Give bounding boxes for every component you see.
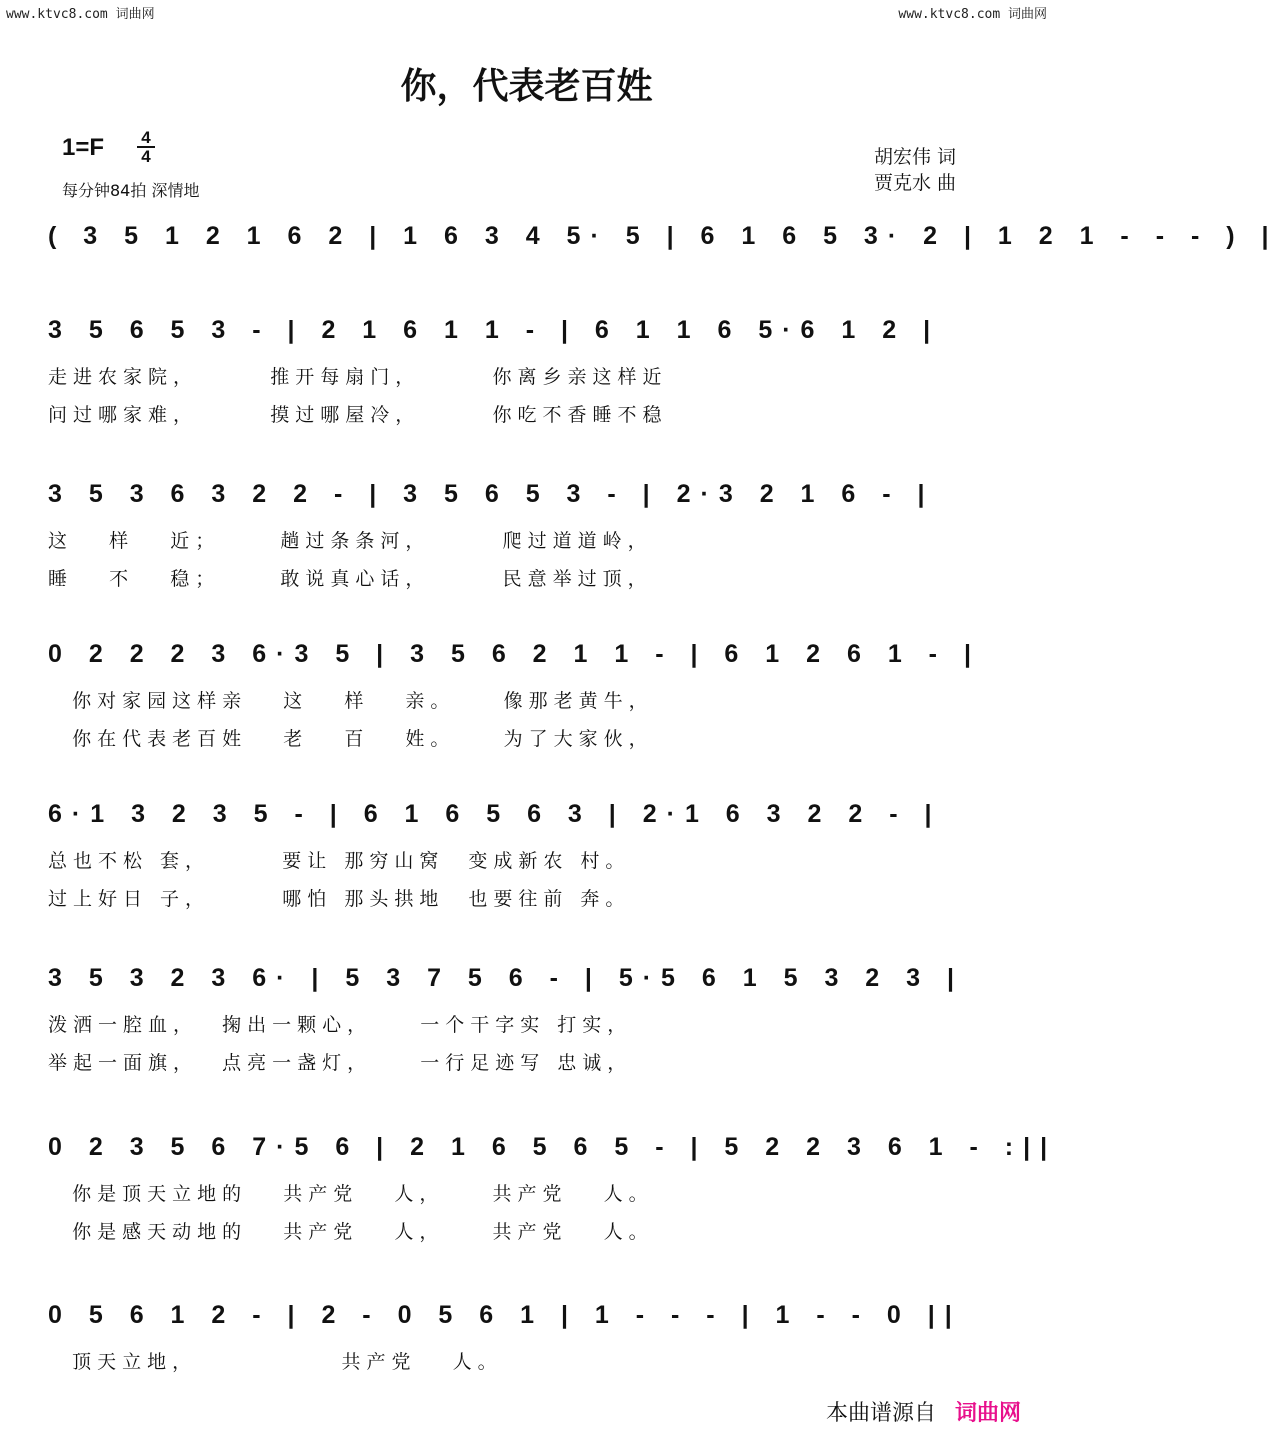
- time-signature-top: 4: [141, 128, 151, 147]
- key-signature: 1=F: [62, 134, 105, 161]
- lyric-line: 走进农家院， 推开每扇门， 你离乡亲这样近: [48, 366, 668, 388]
- lyric-line: 这 样 近； 趟过条条河， 爬过道道岭，: [48, 530, 653, 552]
- watermark-left: www.ktvc8.com 词曲网: [6, 7, 155, 22]
- lyric-line: 你是顶天立地的 共产党 人， 共产党 人。: [48, 1183, 654, 1205]
- source-label: 本曲谱源自: [825, 1401, 936, 1426]
- notation-line: 0 5 6 1 2 - | 2 - 0 5 6 1 | 1 - - - | 1 - - 0 ||: [48, 1301, 962, 1329]
- notation-line: 0 2 3 5 6 7·5 6 | 2 1 6 5 6 5 - | 5 2 2 3 6 1 - :||: [48, 1133, 1058, 1161]
- lyric-line: 举起一面旗， 点亮一盏灯， 一行足迹写 忠诚，: [48, 1052, 633, 1074]
- notation-line: 3 5 3 2 3 6· | 5 3 7 5 6 - | 5·5 6 1 5 3 2 3 |: [48, 964, 964, 992]
- notation-line: 6·1 3 2 3 5 - | 6 1 6 5 6 3 | 2·1 6 3 2 2 - |: [48, 800, 942, 828]
- source-footer: [826, 1396, 1021, 1427]
- lyricist-credit: 胡宏伟 词: [874, 146, 957, 168]
- time-signature: [135, 129, 157, 165]
- notation-line: ( 3 5 1 2 1 6 2 | 1 6 3 4 5· 5 | 6 1 6 5 3· 2 | 1 2 1 - - - ) |: [48, 222, 1279, 250]
- lyric-line: 你是感天动地的 共产党 人， 共产党 人。: [48, 1221, 654, 1243]
- lyric-line: 过上好日 子， 哪怕 那头拱地 也要往前 奔。: [48, 888, 631, 910]
- lyric-line: 你对家园这样亲 这 样 亲。 像那老黄牛，: [48, 690, 654, 712]
- lyric-line: 你在代表老百姓 老 百 姓。 为了大家伙，: [48, 728, 654, 750]
- song-title: 你，代表老百姓: [400, 65, 653, 107]
- watermark-right: www.ktvc8.com 词曲网: [898, 7, 1047, 22]
- tempo-marking: 每分钟84拍 深情地: [62, 181, 200, 200]
- lyric-line: 问过哪家难， 摸过哪屋冷， 你吃不香睡不稳: [48, 404, 668, 426]
- lyric-line: 泼洒一腔血， 掬出一颗心， 一个干字实 打实，: [48, 1014, 633, 1036]
- lyric-line: 总也不松 套， 要让 那穷山窝 变成新农 村。: [48, 850, 631, 872]
- time-signature-bottom: 4: [141, 147, 151, 166]
- notation-line: 3 5 3 6 3 2 2 - | 3 5 6 5 3 - | 2·3 2 1 6 - |: [48, 480, 935, 508]
- notation-line: 3 5 6 5 3 - | 2 1 6 1 1 - | 6 1 1 6 5·6 1 2 |: [48, 316, 941, 344]
- lyric-line: 睡 不 稳； 敢说真心话， 民意举过顶，: [48, 568, 653, 590]
- lyric-line: 顶天立地， 共产党 人。: [48, 1351, 503, 1373]
- source-site-link[interactable]: 词曲网: [954, 1401, 1021, 1426]
- composer-credit: 贾克水 曲: [874, 172, 957, 194]
- notation-line: 0 2 2 2 3 6·3 5 | 3 5 6 2 1 1 - | 6 1 2 6 1 - |: [48, 640, 981, 668]
